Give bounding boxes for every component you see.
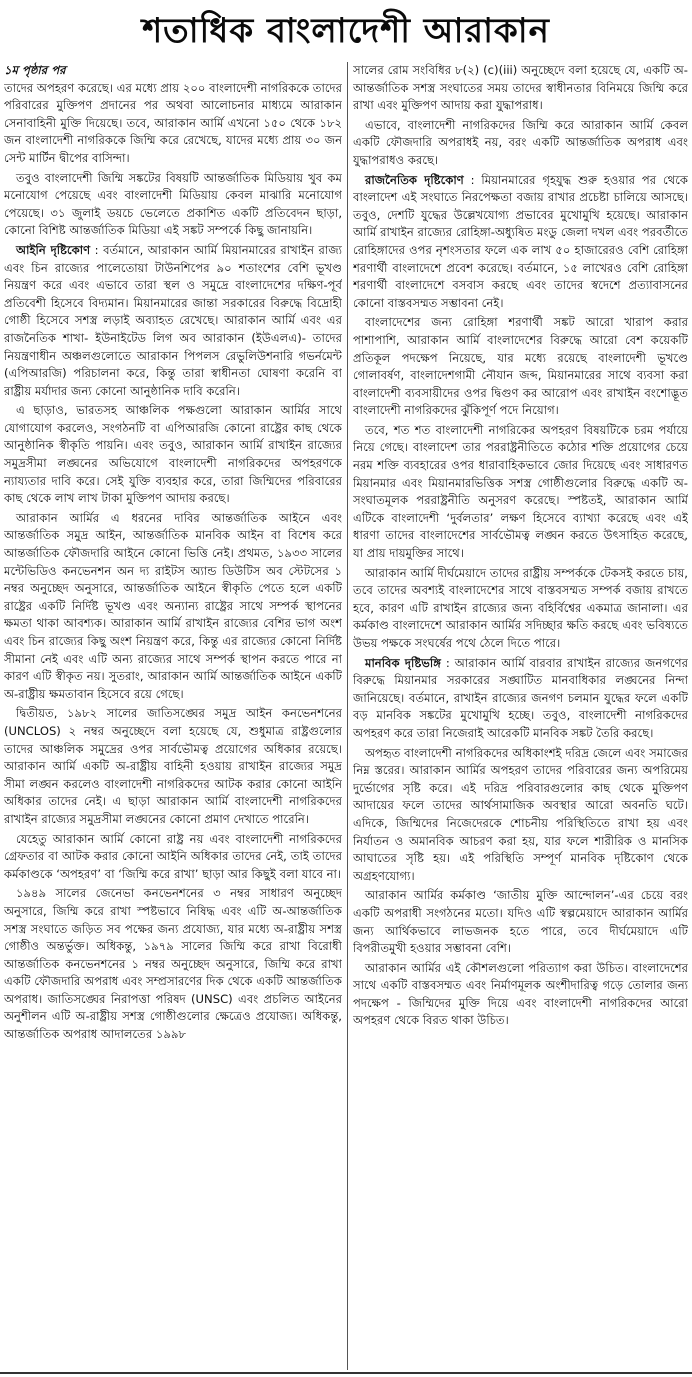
paragraph-text: অপহৃত বাংলাদেশী নাগরিকদের অধিকাংশই দরিদ্র জেলে এবং সমাজের নিম্ন স্তরের। আরাকান আর্মির অপহরণ তাদের পরিবারের জন্য অপরিমেয় দুর্ভোগের সৃষ্টি করে। এই দরিদ্র পরিবারগুলোর কাছ থেকে মুক্তিপণ আদায়ের ফলে তাদের আর্থসামাজিক অবস্থার আরো অবনতি ঘটে। এদিকে, জিম্মিদের নিজেদেরকে শোচনীয় পরিস্থিতিতে রাখা হয় এবং নির্যাতন ও অমানবিক আচরণ করা হয়, যার ফলে শারীরিক ও মানসিক আঘাতের সৃষ্টি হয়। এই পরিস্থিতি সম্পূর্ণ মানবিক দৃষ্টিকোণ থেকে অগ্রহণযোগ্য। — [353, 745, 688, 883]
paragraph — [4, 885, 342, 1043]
left-column — [4, 62, 342, 1370]
paragraph-text: : মিয়ানমারের গৃহযুদ্ধ শুরু হওয়ার পর থেকে বাংলাদেশ এই সংঘাতে নিরপেক্ষতা বজায় রাখার প্রচেষ্টা চালিয়ে আসছে। তবুও, দেশটি যুদ্ধের উল্লেখযোগ্য প্রভাবের মুখোমুখি হয়েছে। আরাকান আর্মি রাখাইন রাজ্যের রোহিঙ্গা-অধ্যুষিত মংডু জেলা দখল এবং পরবর্তীতে রোহিঙ্গাদের ওপর নৃশংসতার ফলে এক লাখ ৫০ হাজারেরও বেশি রোহিঙ্গা শরণার্থী বাংলাদেশে প্রবেশ করেছে। বর্তমানে, ১৫ লাখেরও বেশি রোহিঙ্গা শরণার্থী বাংলাদেশে বসবাস করছে এবং তাদের স্বদেশে প্রত্যাবাসনের কোনো বাস্তবসম্মত সম্ভাবনা নেই। — [353, 172, 688, 310]
paragraph — [4, 170, 342, 240]
paragraph — [353, 62, 688, 115]
paragraph — [353, 655, 688, 743]
paragraph — [4, 242, 342, 400]
paragraph-text: সালের রোম সংবিধির ৮(২) (c)(iii) অনুচ্ছেদে বলা হয়েছে যে, একটি অ-আন্তর্জাতিক সশস্ত্র সংঘাতের সময় তাদের স্বাধীনতার বিনিময়ে জিম্মি করে রাখা এবং মুক্তিপণ আদায় করা যুদ্ধাপরাধ। — [353, 63, 688, 113]
paragraph-text: : আরাকান আর্মি বারবার রাখাইন রাজ্যের জনগণের বিরুদ্ধে মিয়ানমার সরকারের সঙ্ঘাটিত মানবাধিকার লঙ্ঘনের নিন্দা জানিয়েছে। বর্তমানে, রাখাইন রাজ্যের জনগণ চলমান যুদ্ধের ফলে একটি বড় মানবিক সঙ্কটের মুখোমুখি হচ্ছে। তবুও, বাংলাদেশী নাগরিকদের অপহরণ করে তারা নিজেরাই আরেকটি মানবিক সঙ্কট তৈরি করছে। — [353, 655, 688, 740]
paragraph — [353, 565, 688, 653]
paragraph-text: : বর্তমানে, আরাকান আর্মি মিয়ানমারের রাখাইন রাজ্য এবং চিন রাজ্যের পালেতোয়া টাউনশিপের ৯০ শতাংশের বেশি ভূখণ্ড নিয়ন্ত্রণ করে এবং এভাবে তারা স্থল ও সমুদ্রে বাংলাদেশের দক্ষিণ-পূর্ব প্রতিবেশী হিসেবে বিদ্যমান। মিয়ানমারের জান্তা সরকারের বিরুদ্ধে বিদ্রোহী গোষ্ঠী হিসেবে সশস্ত্র লড়াই অব্যাহত রেখেছে। আরাকান আর্মি এবং এর রাজনৈতিক শাখা- ইউনাইটেড লিগ অব আরাকান (ইউএলএ)- তাদের নিয়ন্ত্রণাধীন অঞ্চলগুলোতে আরাকান পিপলস রেভুলিউশনারি গভর্নমেন্ট (এপিআরজি) পরিচালনা করে, কিন্তু তারা স্বাধীনতা ঘোষণা করেনি বা রাষ্ট্রীয় মর্যাদার জন্য কোনো আনুষ্ঠানিক দাবি করেনি। — [4, 242, 342, 398]
section-subheading: রাজনৈতিক দৃষ্টিকোণ — [365, 172, 464, 187]
bottom-rule — [0, 1372, 692, 1374]
paragraph — [353, 960, 688, 1030]
paragraph — [353, 314, 688, 420]
headline: শতাধিক বাংলাদেশী আরাকান — [142, 11, 550, 51]
paragraph-text: তবুও বাংলাদেশী জিম্মি সঙ্কটের বিষয়টি আন্তর্জাতিক মিডিয়ায় খুব কম মনোযোগ পেয়েছে এবং বাংলাদেশী মিডিয়ায় কেবল মাঝারি মনোযোগ পেয়েছে। ৩১ জুলাই ডয়চে ভেলেতে প্রকাশিত একটি প্রতিবেদন ছাড়া, কোনো বিশিষ্ট আন্তর্জাতিক মিডিয়া এই সঙ্কট সম্পর্কে কিছু জানায়নি। — [4, 170, 342, 238]
section-subheading: মানবিক দৃষ্টিভঙ্গি — [365, 655, 441, 670]
paragraph-text: তাদের অপহরণ করেছে। এর মধ্যে প্রায় ২০০ বাংলাদেশী নাগরিককে তাদের পরিবারের মুক্তিপণ প্রদানের পর অথবা আলোচনার মাধ্যমে আরাকান সেনাবাহিনী মুক্তি দিয়েছে। তবে, আরাকান আর্মি এখনো ১৫০ থেকে ১৮২ জন বাংলাদেশী নাগরিককে জিম্মি করে রেখেছে, যাদের মধ্যে প্রায় ৩০ জন সেন্ট মার্টিন দ্বীপের বাসিন্দা। — [4, 80, 342, 165]
paragraph — [353, 745, 688, 886]
column-divider — [347, 62, 348, 1370]
paragraph — [353, 172, 688, 313]
paragraph-text: আরাকান আর্মি দীর্ঘমেয়াদে তাদের রাষ্ট্রীয় সম্পর্ককে টেকসই করতে চায়, তবে তাদের অবশ্যই বাংলাদেশের সাথে বাস্তবসম্মত সম্পর্ক বজায় রাখতে হবে, কারণ এটি রাখাইন রাজ্যের জন্য বহির্বিশ্বের একমাত্র জানালা। এর কর্মকাণ্ড বাংলাদেশে আরাকান আর্মির সদিচ্ছার ক্ষতি করছে এবং ভবিষ্যতে উভয় পক্ষকে সংঘর্ষের পথে ঠেলে দিতে পারে। — [353, 565, 688, 650]
paragraph-text: আরাকান আর্মির এই কৌশলগুলো পরিত্যাগ করা উচিত। বাংলাদেশের সাথে একটি বাস্তবসম্মত এবং নির্মাণমূলক অংশীদারিত্ব গড়ে তোলার জন্য পদক্ষেপ - জিম্মিদের মুক্তি দিয়ে এবং বাংলাদেশী নাগরিকদের আরো অপহরণ থেকে বিরত থাকা উচিত। — [353, 960, 688, 1028]
paragraph — [4, 831, 342, 884]
section-subheading: আইনি দৃষ্টিকোণ — [16, 242, 91, 257]
paragraph — [353, 117, 688, 170]
paragraph-text: ১৯৪৯ সালের জেনেভা কনভেনশনের ৩ নম্বর সাধারণ অনুচ্ছেদ অনুসারে, জিম্মি করে রাখা স্পষ্টভাবে নিষিদ্ধ এবং এটি অ-আন্তর্জাতিক সশস্ত্র সংঘাতে জড়িত সব পক্ষের জন্য প্রযোজ্য, যার মধ্যে অ-রাষ্ট্রীয় সশস্ত্র গোষ্ঠীও অন্তর্ভুক্ত। অধিকন্তু, ১৯৭৯ সালের জিম্মি করে রাখা বিরোধী আন্তর্জাতিক কনভেনশনের ১ নম্বর অনুচ্ছেদ অনুসারে, জিম্মি করে রাখা একটি ফৌজদারি অপরাধ এবং সম্প্রসারণের দিক থেকে একটি আন্তর্জাতিক অপরাধ। জাতিসঙ্ঘের নিরাপত্তা পরিষদ (UNSC) এবং প্রচলিত আইনের অনুশীলন এটি অ-রাষ্ট্রীয় সশস্ত্র গোষ্ঠীগুলোর ক্ষেত্রেও প্রযোজ্য। অধিকন্তু, আন্তর্জাতিক অপরাধ আদালতের ১৯৯৮ — [4, 886, 342, 1042]
paragraph-text: যেহেতু আরাকান আর্মি কোনো রাষ্ট্র নয় এবং বাংলাদেশী নাগরিকদের গ্রেফতার বা আটক করার কোনো আইনি অধিকার তাদের নেই, তাই তাদের কর্মকাণ্ডকে ‘অপহরণ’ বা ‘জিম্মি করে রাখা’ ছাড়া আর কিছুই বলা যাবে না। — [4, 831, 342, 881]
paragraph — [4, 402, 342, 508]
continuation-kicker: ১ম পৃষ্ঠার পর — [4, 63, 66, 77]
right-column — [353, 62, 688, 1370]
paragraph-text: এ ছাড়াও, ভারতসহ আঞ্চলিক পক্ষগুলো আরাকান আর্মির সাথে যোগাযোগ করলেও, সংগঠনটি বা এপিআরজি কোনো রাষ্ট্রের কাছ থেকে আনুষ্ঠানিক স্বীকৃতি পায়নি। এবং তবুও, আরাকান আর্মি রাখাইন রাজ্যের সমুদ্রসীমা লঙ্ঘনের অভিযোগে বাংলাদেশী নাগরিকদের অপহরণকে ন্যায্যতার দাবি করে। সেই যুক্তি ব্যবহার করে, তারা জিম্মিদের পরিবারের কাছ থেকে লাখ লাখ টাকা মুক্তিপণ আদায় করছে। — [4, 403, 342, 506]
paragraph — [353, 422, 688, 563]
paragraph — [4, 510, 342, 704]
paragraph — [4, 705, 342, 828]
paragraph — [4, 80, 342, 168]
article-body — [4, 62, 688, 1370]
paragraph-text: তবে, শত শত বাংলাদেশী নাগরিকের অপহরণ বিষয়টিকে চরম পর্যায়ে নিয়ে গেছে। বাংলাদেশ তার পররাষ্ট্রনীতিতে কঠোর শক্তি প্রয়োগের চেয়ে নরম শক্তি ব্যবহারের ওপর ধারাবাহিকভাবে জোর দিয়েছে এবং সাধারণত মিয়ানমার এবং মিয়ানমারভিত্তিক সশস্ত্র গোষ্ঠীগুলোর বিরুদ্ধে একটি অ-সংঘাতমূলক পররাষ্ট্রনীতি অনুসরণ করেছে। স্পষ্টতই, আরাকান আর্মি এটিকে বাংলাদেশী ‘দুর্বলতার’ লক্ষণ হিসেবে ব্যাখ্যা করেছে এবং এই ধারণা তাদের বাংলাদেশের সার্বভৌমত্ব লঙ্ঘন করতে উৎসাহিত করেছে, যা প্রায় দায়মুক্তির সাথে। — [353, 422, 688, 561]
paragraph-text: আরাকান আর্মির কর্মকাণ্ড ‘জাতীয় মুক্তি আন্দোলন’-এর চেয়ে বরং একটি অপরাধী সংগঠনের মতো। যদিও এটি স্বল্পমেয়াদে আরাকান আর্মির জন্য আর্থিকভাবে লাভজনক হতে পারে, তবে দীর্ঘমেয়াদে এটি বিপরীতমুখী হওয়ার সম্ভাবনা বেশি। — [353, 888, 688, 956]
paragraph-text: এভাবে, বাংলাদেশী নাগরিকদের জিম্মি করে আরাকান আর্মি কেবল একটি ফৌজদারি অপরাধই নয়, বরং একটি আন্তর্জাতিক অপরাধ এবং যুদ্ধাপরাধও করছে। — [353, 117, 688, 167]
paragraph-text: আরাকান আর্মির এ ধরনের দাবির আন্তর্জাতিক আইনে এবং আন্তর্জাতিক সমুদ্র আইন, আন্তর্জাতিক মানবিক আইন বা বিশেষ করে আন্তর্জাতিক ফৌজদারি আইনে কোনো ভিত্তি নেই। প্রথমত, ১৯৩৩ সালের মন্টেভিডিও কনভেনশন অন দ্য রাইটস অ্যান্ড ডিউটিস অব স্টেটসের ১ নম্বর অনুচ্ছেদ অনুসারে, আন্তর্জাতিক আইনে স্বীকৃতি পেতে হলে একটি রাষ্ট্রের একটি নির্দিষ্ট ভূখণ্ড এবং অন্যান্য রাষ্ট্রের সাথে সম্পর্ক স্থাপনের ক্ষমতা থাকা আবশ্যক। আরাকান আর্মি রাখাইন রাজ্যের বেশির ভাগ অংশ এবং চিন রাজ্যের কিছু অংশ নিয়ন্ত্রণ করে, কিন্তু এর রাজ্যের কোনো নির্দিষ্ট সীমানা নেই এবং এটি অন্য রাজ্যের সাথে সম্পর্ক স্থাপন করতে পারে না কারণ এটি স্বীকৃত নয়। সুতরাং, আরাকান আর্মি আন্তর্জাতিক আইনে একটি অ-রাষ্ট্রীয় ক্ষমতাবান হিসেবে রয়ে গেছে। — [4, 510, 342, 701]
paragraph — [353, 887, 688, 957]
paragraph-text: দ্বিতীয়ত, ১৯৮২ সালের জাতিসঙ্ঘের সমুদ্র আইন কনভেনশনের (UNCLOS) ২ নম্বর অনুচ্ছেদে বলা হয়েছে যে, শুধুমাত্র রাষ্ট্রগুলোর তাদের আঞ্চলিক সমুদ্রের ওপর সার্বভৌমত্ব প্রয়োগের অধিকার রয়েছে। আরাকান আর্মি একটি অ-রাষ্ট্রীয় বাহিনী হওয়ায় রাখাইন রাজ্যের সমুদ্র সীমা লঙ্ঘন করলেও বাংলাদেশী নাগরিকদের আটক করার কোনো আইনি অধিকার তাদের নেই। এ ছাড়া আরাকান আর্মি বাংলাদেশী নাগরিকদের রাখাইন রাজ্যের সমুদ্রসীমা লঙ্ঘনের কোনো প্রমাণ দেখাতে পারেনি। — [4, 706, 342, 826]
paragraph-text: বাংলাদেশের জন্য রোহিঙ্গা শরণার্থী সঙ্কট আরো খারাপ করার পাশাপাশি, আরাকান আর্মি বাংলাদেশের বিরুদ্ধে আরো বেশ কয়েকটি প্রতিকূল পদক্ষেপ নিয়েছে, যার মধ্যে রয়েছে বাংলাদেশী ভূখণ্ডে গোলাবর্ষণ, বাংলাদেশগামী নৌযান জব্দ, মিয়ানমারের সাথে ব্যবসা করা বাংলাদেশী ব্যবসায়ীদের ওপর দ্বিগুণ কর আরোপ এবং রাখাইন বংশোদ্ভূত বাংলাদেশী নাগরিকদের ঝুঁকিপূর্ণ পদে নিয়োগ। — [353, 315, 688, 418]
